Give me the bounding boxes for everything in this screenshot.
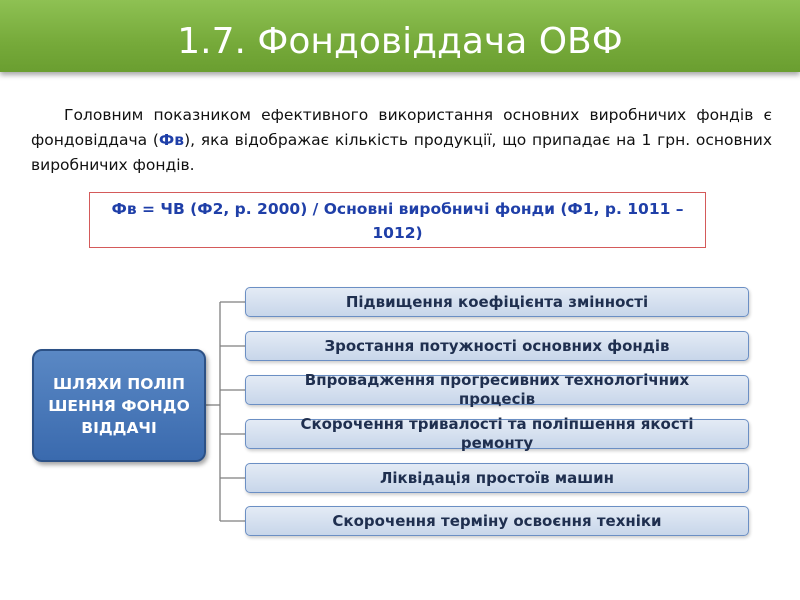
way-item-2: Зростання потужності основних фондів	[245, 331, 749, 361]
central-node-label: ШЛЯХИ ПОЛІПШЕННЯ ФОНДОВІДДАЧІ	[48, 374, 190, 437]
slide-title: 1.7. Фондовіддача ОВФ	[177, 21, 623, 62]
way-item-6: Скорочення терміну освоєння техніки	[245, 506, 749, 536]
way-item-4: Скорочення тривалості та поліпшення якості ремонту	[245, 419, 749, 449]
way-item-3: Впровадження прогресивних технологічних процесів	[245, 375, 749, 405]
formula-box: Фв = ЧВ (Ф2, р. 2000) / Основні виробничі фонди (Ф1, р. 1011 – 1012)	[89, 192, 706, 248]
intro-text-after: ), яка відображає кількість продукції, що припадає на 1 грн. основних виробничих фондів.	[31, 131, 772, 174]
way-item-1: Підвищення коефіцієнта змінності	[245, 287, 749, 317]
intro-text-before: Головним показником ефективного використання основних виробничих фондів є фондовіддача (	[31, 106, 772, 149]
central-node	[32, 349, 206, 462]
intro-paragraph	[31, 103, 772, 178]
intro-abbreviation: Фв	[158, 131, 185, 149]
connector-lines	[206, 290, 246, 530]
way-item-5: Ліквідація простоїв машин	[245, 463, 749, 493]
